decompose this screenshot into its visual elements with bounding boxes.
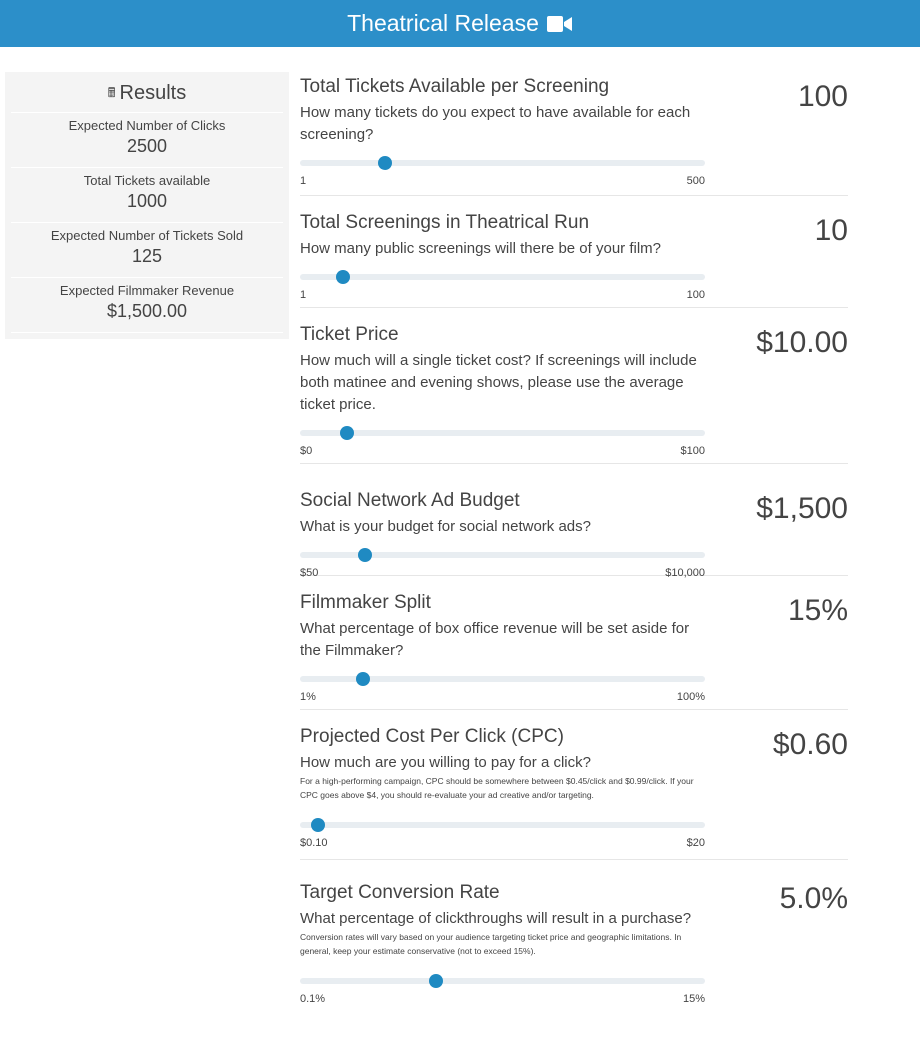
slider-min-label: 0.1% [300,993,326,1005]
slider-range [300,691,705,703]
result-value: $1,500.00 [106,301,188,321]
result-value: 125 [131,246,163,266]
slider-max-label: 100% [676,691,705,703]
result-expected-clicks [11,113,283,168]
slider-handle[interactable] [336,270,350,284]
slider-handle[interactable] [356,672,370,686]
video-camera-icon [547,15,573,33]
section-cpc [300,710,848,860]
section-value: 5.0% [779,882,848,915]
slider-handle[interactable] [358,548,372,562]
result-value: 1000 [126,191,168,211]
section-ticket-price [300,308,848,464]
result-value: 2500 [126,136,168,156]
section-title: Total Screenings in Theatrical Run [300,212,590,233]
section-value: $10.00 [756,326,848,359]
section-filmmaker-split [300,576,848,710]
section-tickets-per-screening [300,74,848,196]
slider-max-label: 500 [686,175,705,187]
section-note: For a high-performing campaign, CPC should be somewhere between $0.45/click and $0.99/click. If your CPC goes above $4, you should re-evaluate your ad creative and/or targeting. [300,776,694,800]
slider-range [300,175,705,187]
section-note: Conversion rates will vary based on your audience targeting ticket price and geographic limitations. In general, keep your estimate conservative (not to exceed 15%). [300,932,682,956]
slider-range [300,993,705,1005]
result-filmmaker-revenue [11,278,283,333]
slider-min-label: 1 [300,175,307,187]
result-total-tickets [11,168,283,223]
slider-min-label: 1 [300,289,307,301]
slider-min-label: $50 [300,567,319,579]
result-tickets-sold [11,223,283,278]
slider-min-label: $0 [300,445,313,457]
results-title-text: Results [119,82,187,104]
result-label: Expected Filmmaker Revenue [59,283,235,298]
calculator-icon: 🖩 [107,85,116,100]
section-title: Target Conversion Rate [300,882,500,903]
slider-handle[interactable] [340,426,354,440]
section-title: Social Network Ad Budget [300,490,520,511]
section-total-screenings [300,196,848,308]
slider-min-label: 1% [300,691,316,703]
results-panel [5,72,289,339]
total-screenings-slider[interactable] [300,274,705,280]
section-conversion-rate [300,860,848,1010]
section-value: $1,500 [756,492,848,525]
section-question: What is your budget for social network ads? [300,518,591,535]
section-question: How much are you willing to pay for a click? [300,754,591,771]
cpc-slider[interactable] [300,822,705,828]
slider-max-label: $10,000 [665,567,705,579]
section-title: Projected Cost Per Click (CPC) [300,726,564,747]
section-value: 15% [787,594,848,627]
section-value: 100 [797,80,848,113]
section-question: How much will a single ticket cost? If screenings will include both matinee and evening shows, please use the average ticket price. [300,352,697,413]
slider-max-label: 100 [686,289,705,301]
section-question: How many public screenings will there be of your film? [300,240,661,257]
section-title: Filmmaker Split [300,592,431,613]
filmmaker-split-slider[interactable] [300,676,705,682]
section-question: What percentage of clickthroughs will result in a purchase? [300,910,692,927]
slider-handle[interactable] [311,818,325,832]
slider-range [300,445,705,457]
slider-handle[interactable] [378,156,392,170]
section-title: Ticket Price [300,324,399,345]
slider-range [300,837,705,849]
slider-max-label: 15% [682,993,705,1005]
result-label: Expected Number of Clicks [68,118,226,133]
section-value: $0.60 [772,728,848,761]
section-ad-budget [300,464,848,579]
section-question: What percentage of box office revenue will be set aside for the Filmmaker? [300,620,690,659]
slider-range [300,289,705,301]
conversion-rate-slider[interactable] [300,978,705,984]
result-label: Expected Number of Tickets Sold [50,228,244,243]
ad-budget-slider[interactable] [300,552,705,558]
slider-min-label: $0.10 [300,837,328,849]
ticket-price-slider[interactable] [300,430,705,436]
slider-max-label: $100 [680,445,705,457]
results-title [11,78,283,113]
inputs-column [300,72,848,1010]
slider-max-label: $20 [686,837,705,849]
slider-handle[interactable] [429,974,443,988]
section-question: How many tickets do you expect to have available for each screening? [300,104,691,143]
page-title: Theatrical Release [347,10,539,36]
section-value: 10 [814,214,848,247]
app-header [0,0,920,47]
section-title: Total Tickets Available per Screening [300,76,610,97]
result-label: Total Tickets available [83,173,211,188]
tickets-per-screening-slider[interactable] [300,160,705,166]
